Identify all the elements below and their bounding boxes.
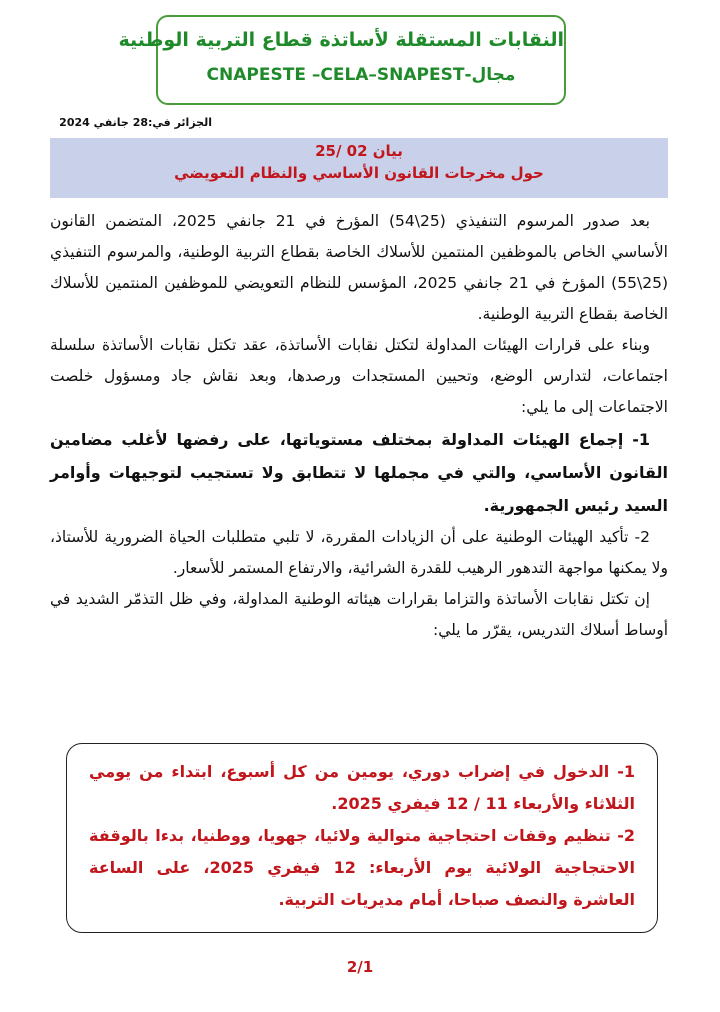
statement-subtitle: حول مخرجات القانون الأساسي والنظام التعويضي [174,164,544,182]
union-header-box [118,15,566,105]
paragraph-point-2: 2- تأكيد الهيئات الوطنية على أن الزيادات المقررة، لا تلبي متطلبات الحياة الضرورية للأستاذ، ولا يمكنها مواجهة التدهور الرهيب للقدرة الشرائية، والارتفاع المستمر للأسعار. [50,528,668,577]
statement-number: بيان 02 /25 [315,142,403,160]
paragraph-decrees: بعد صدور المرسوم التنفيذي (25\54) المؤرخ في 21 جانفي 2025، المتضمن القانون الأساسي الخاص بالموظفين المنتمين للأسلاك الخاصة بقطاع التربية الوطنية، والمرسوم التنفيذي (25\55) المؤرخ في 21 جانفي 2025، المؤسس للنظام التعويضي للموظفين المنتمين للأسلاك الخاصة بقطاع التربية الوطنية. [50,212,668,323]
decision-strike: 1- الدخول في إضراب دوري، يومين من كل أسبوع، ابتداء من يومي الثلاثاء والأربعاء 11 / 12 فيفري 2025. [89,762,635,813]
statement-body [50,206,668,646]
decisions-box [66,743,658,933]
paragraph-point-1: 1- إجماع الهيئات المداولة بمختلف مستوياتها، على رفضها لأغلب مضامين القانون الأساسي، والتي في مجملها لا تتطابق ولا تستجيب لتوجيهات وأوامر السيد رئيس الجمهورية. [50,430,668,515]
union-acronyms: مجال-CNAPESTE –CELA–SNAPEST [206,65,516,85]
page-number: 2/1 [346,958,374,976]
paragraph-decision-intro: إن تكتل نقابات الأساتذة والتزاما بقرارات هيئاته الوطنية المداولة، وفي ظل التذمّر الشديد في أوساط أسلاك التدريس، يقرّر ما يلي: [50,590,668,639]
paragraph-meetings: وبناء على قرارات الهيئات المداولة لتكتل نقابات الأساتذة، عقد تكتل نقابات الأساتذة سلسلة اجتماعات، لتدارس الوضع، وتحيين المستجدات ورصدها، وبعد نقاش جاد ومسؤول خلصت الاجتماعات إلى ما يلي: [50,336,668,416]
statement-title-band [50,138,668,198]
decision-protests: 2- تنظيم وقفات احتجاجية متوالية ولائيا، جهويا، ووطنيا، بدءا بالوقفة الاحتجاجية الولائية يوم الأربعاء: 12 فيفري 2025، على الساعة العاشرة والنصف صباحا، أمام مديريات التربية. [89,826,636,909]
union-name: النقابات المستقلة لأساتذة قطاع التربية الوطنية [118,29,564,51]
document-date: الجزائر في:28 جانفي 2024 [59,116,212,129]
